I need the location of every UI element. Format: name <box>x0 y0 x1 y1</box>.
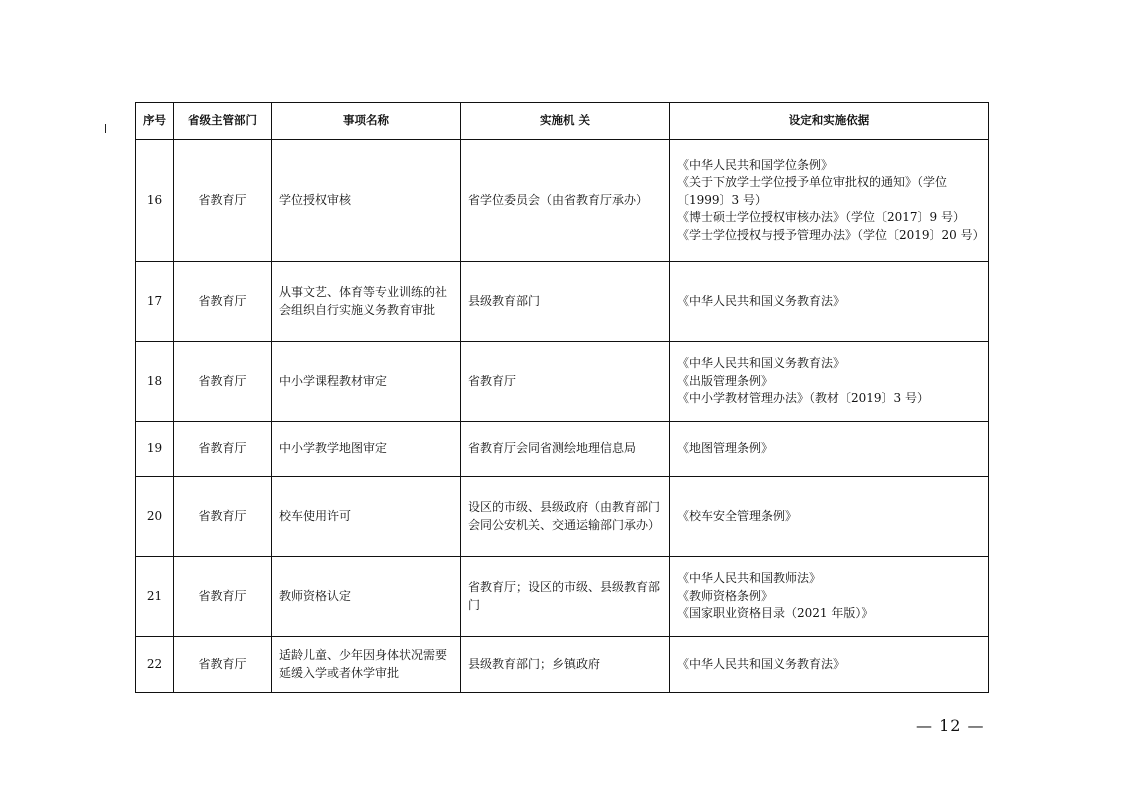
header-department: 省级主管部门 <box>174 103 272 140</box>
row-department: 省教育厅 <box>174 557 272 637</box>
basis-line: 《地图管理条例》 <box>677 441 774 456</box>
basis-line: 《中华人民共和国义务教育法》 <box>677 293 846 308</box>
row-item-name: 从事文艺、体育等专业训练的社会组织自行实施义务教育审批 <box>272 262 461 342</box>
header-agency: 实施机 关 <box>461 103 670 140</box>
row-basis <box>670 262 989 342</box>
row-department: 省教育厅 <box>174 637 272 693</box>
table-row <box>136 637 989 693</box>
basis-line: 《学士学位授权与授予管理办法》（学位〔2019〕20 号） <box>677 227 985 242</box>
row-serial: 21 <box>136 557 174 637</box>
row-department: 省教育厅 <box>174 262 272 342</box>
basis-line: 《中华人民共和国教师法》 <box>677 571 822 586</box>
header-item-name: 事项名称 <box>272 103 461 140</box>
row-department: 省教育厅 <box>174 342 272 422</box>
header-basis: 设定和实施依据 <box>670 103 989 140</box>
row-agency: 省教育厅 <box>461 342 670 422</box>
basis-line: 《中华人民共和国义务教育法》 <box>677 656 846 671</box>
row-basis <box>670 477 989 557</box>
row-agency: 省学位委员会（由省教育厅承办） <box>461 140 670 262</box>
row-basis <box>670 637 989 693</box>
page-number: — 12 — <box>916 716 985 735</box>
row-item-name: 中小学课程教材审定 <box>272 342 461 422</box>
row-item-name: 校车使用许可 <box>272 477 461 557</box>
row-basis <box>670 422 989 477</box>
table-row <box>136 140 989 262</box>
row-item-name: 学位授权审核 <box>272 140 461 262</box>
table-row <box>136 342 989 422</box>
row-agency: 设区的市级、县级政府（由教育部门会同公安机关、交通运输部门承办） <box>461 477 670 557</box>
row-basis <box>670 140 989 262</box>
row-serial: 17 <box>136 262 174 342</box>
row-department: 省教育厅 <box>174 422 272 477</box>
row-agency: 县级教育部门；乡镇政府 <box>461 637 670 693</box>
row-agency: 县级教育部门 <box>461 262 670 342</box>
row-serial: 22 <box>136 637 174 693</box>
row-basis <box>670 557 989 637</box>
basis-line: 《中华人民共和国学位条例》 <box>677 157 834 172</box>
basis-line: 《中小学教材管理办法》（教材〔2019〕3 号） <box>677 391 929 406</box>
margin-mark <box>105 124 106 133</box>
basis-line: 《国家职业资格目录（2021 年版）》 <box>677 606 874 621</box>
basis-line: 《出版管理条例》 <box>677 373 774 388</box>
row-agency: 省教育厅会同省测绘地理信息局 <box>461 422 670 477</box>
row-basis <box>670 342 989 422</box>
row-item-name: 中小学教学地图审定 <box>272 422 461 477</box>
row-serial: 16 <box>136 140 174 262</box>
row-serial: 18 <box>136 342 174 422</box>
table-row <box>136 557 989 637</box>
row-department: 省教育厅 <box>174 477 272 557</box>
basis-line: 《校车安全管理条例》 <box>677 508 798 523</box>
basis-line: 《关于下放学士学位授予单位审批权的通知》（学位〔1999〕3 号） <box>677 175 948 207</box>
row-item-name: 适龄儿童、少年因身体状况需要延缓入学或者休学审批 <box>272 637 461 693</box>
row-item-name: 教师资格认定 <box>272 557 461 637</box>
basis-line: 《中华人民共和国义务教育法》 <box>677 356 846 371</box>
table-row <box>136 422 989 477</box>
row-serial: 19 <box>136 422 174 477</box>
table-header-row <box>136 103 989 140</box>
row-serial: 20 <box>136 477 174 557</box>
header-serial: 序号 <box>136 103 174 140</box>
basis-line: 《博士硕士学位授权审核办法》（学位〔2017〕9 号） <box>677 210 965 225</box>
table-row <box>136 262 989 342</box>
table-row <box>136 477 989 557</box>
row-agency: 省教育厅；设区的市级、县级教育部门 <box>461 557 670 637</box>
row-department: 省教育厅 <box>174 140 272 262</box>
approval-items-table <box>135 102 989 693</box>
basis-line: 《教师资格条例》 <box>677 588 774 603</box>
